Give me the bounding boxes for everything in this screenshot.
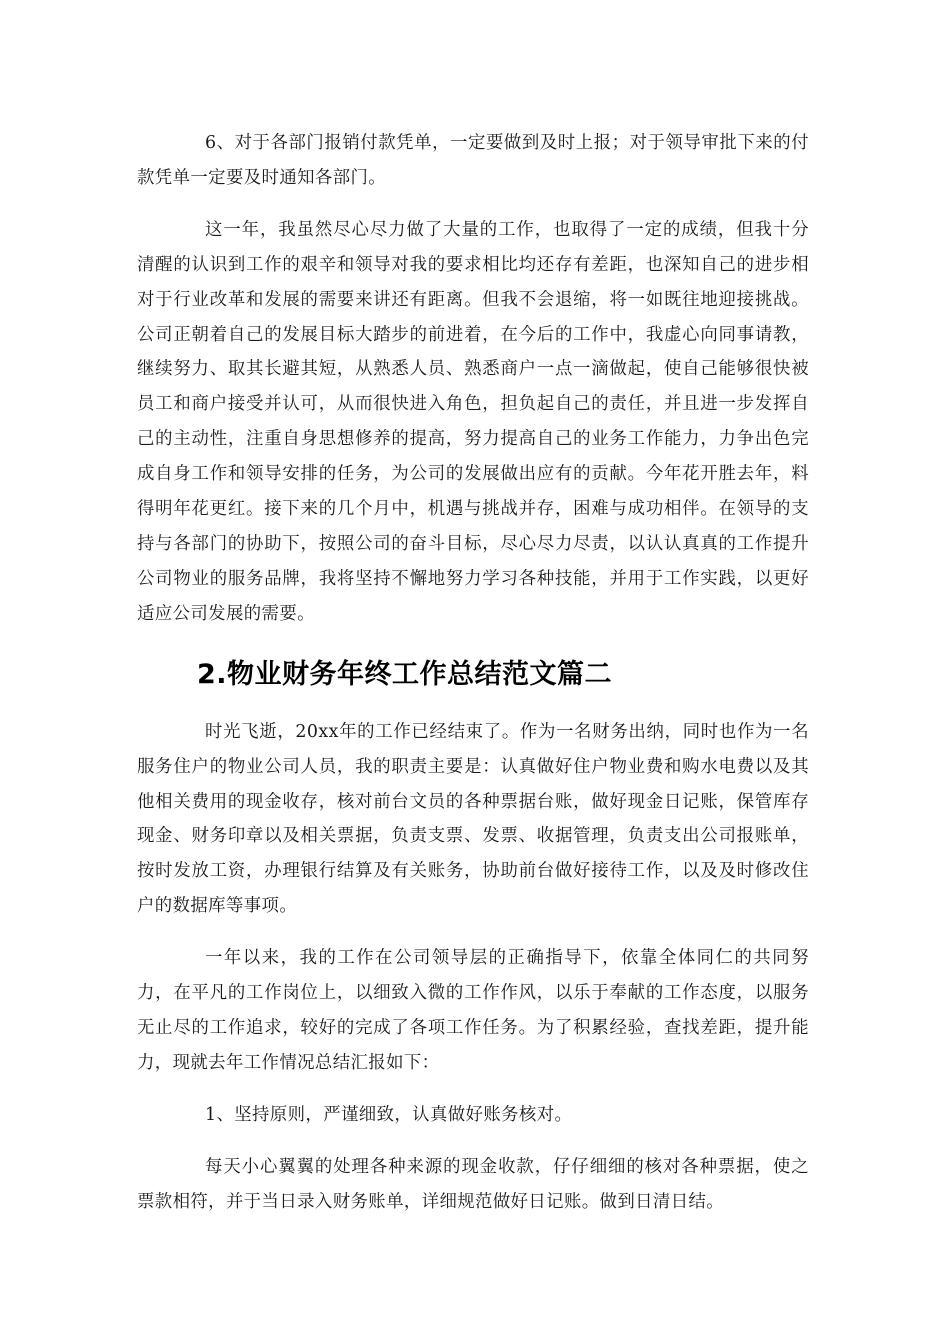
paragraph-point-1: 1、坚持原则，严谨细致，认真做好账务核对。 xyxy=(205,1104,573,1125)
paragraph-daily-cash: 每天小心翼翼的处理各种来源的现金收款，仔仔细细的核对各种票据，使之票款相符，并于当日录入财务账单，详细规范做好日记账。做到日清日结。 xyxy=(137,1156,809,1212)
document-body xyxy=(137,126,809,1236)
paragraph-duties: 时光飞逝，20xx年的工作已经结束了。作为一名财务出纳，同时也作为一名服务住户的物业公司人员，我的职责主要是：认真做好住户物业费和购水电费以及其他相关费用的现金收存，核对前台文员的各种票据台账，做好现金日记账，保管库存现金、财务印章以及相关票据，负责支票、发票、收据管理，负责支出公司报账单，按时发放工资，办理银行结算及有关账务，协助前台做好接待工作，以及及时修改住户的数据库等事项。 xyxy=(137,721,809,917)
section-heading: 2.物业财务年终工作总结范文篇二 xyxy=(197,658,613,690)
paragraph-summary-outlook: 这一年，我虽然尽心尽力做了大量的工作，也取得了一定的成绩，但我十分清醒的认识到工作的艰辛和领导对我的要求相比均还存有差距，也深知自己的进步相对于行业改革和发展的需要来讲还有距离。但我不会退缩，将一如既往地迎接挑战。公司正朝着自己的发展目标大踏步的前进着，在今后的工作中，我虚心向同事请教，继续努力、取其长避其短，从熟悉人员、熟悉商户一点一滴做起，使自己能够很快被员工和商户接受并认可，从而很快进入角色，担负起自己的责任，并且进一步发挥自己的主动性，注重自身思想修养的提高，努力提高自己的业务工作能力，力争出色完成自身工作和领导安排的任务，为公司的发展做出应有的贡献。今年花开胜去年，料得明年花更红。接下来的几个月中，机遇与挑战并存，困难与成功相伴。在领导的支持与各部门的协助下，按照公司的奋斗目标，尽心尽力尽责，以认认真真的工作提升公司物业的服务品牌，我将坚持不懈地努力学习各种技能，并用于工作实践，以更好适应公司发展的需要。 xyxy=(137,219,809,624)
paragraph-item-6: 6、对于各部门报销付款凭单，一定要做到及时上报；对于领导审批下来的付款凭单一定要及时通知各部门。 xyxy=(137,133,809,188)
paragraph-year-review: 一年以来，我的工作在公司领导层的正确指导下，依靠全体同仁的共同努力，在平凡的工作岗位上，以细致入微的工作作风，以乐于奉献的工作态度，以服务无止尽的工作追求，较好的完成了各项工作任务。为了积累经验，查找差距，提升能力，现就去年工作情况总结汇报如下： xyxy=(137,948,809,1073)
